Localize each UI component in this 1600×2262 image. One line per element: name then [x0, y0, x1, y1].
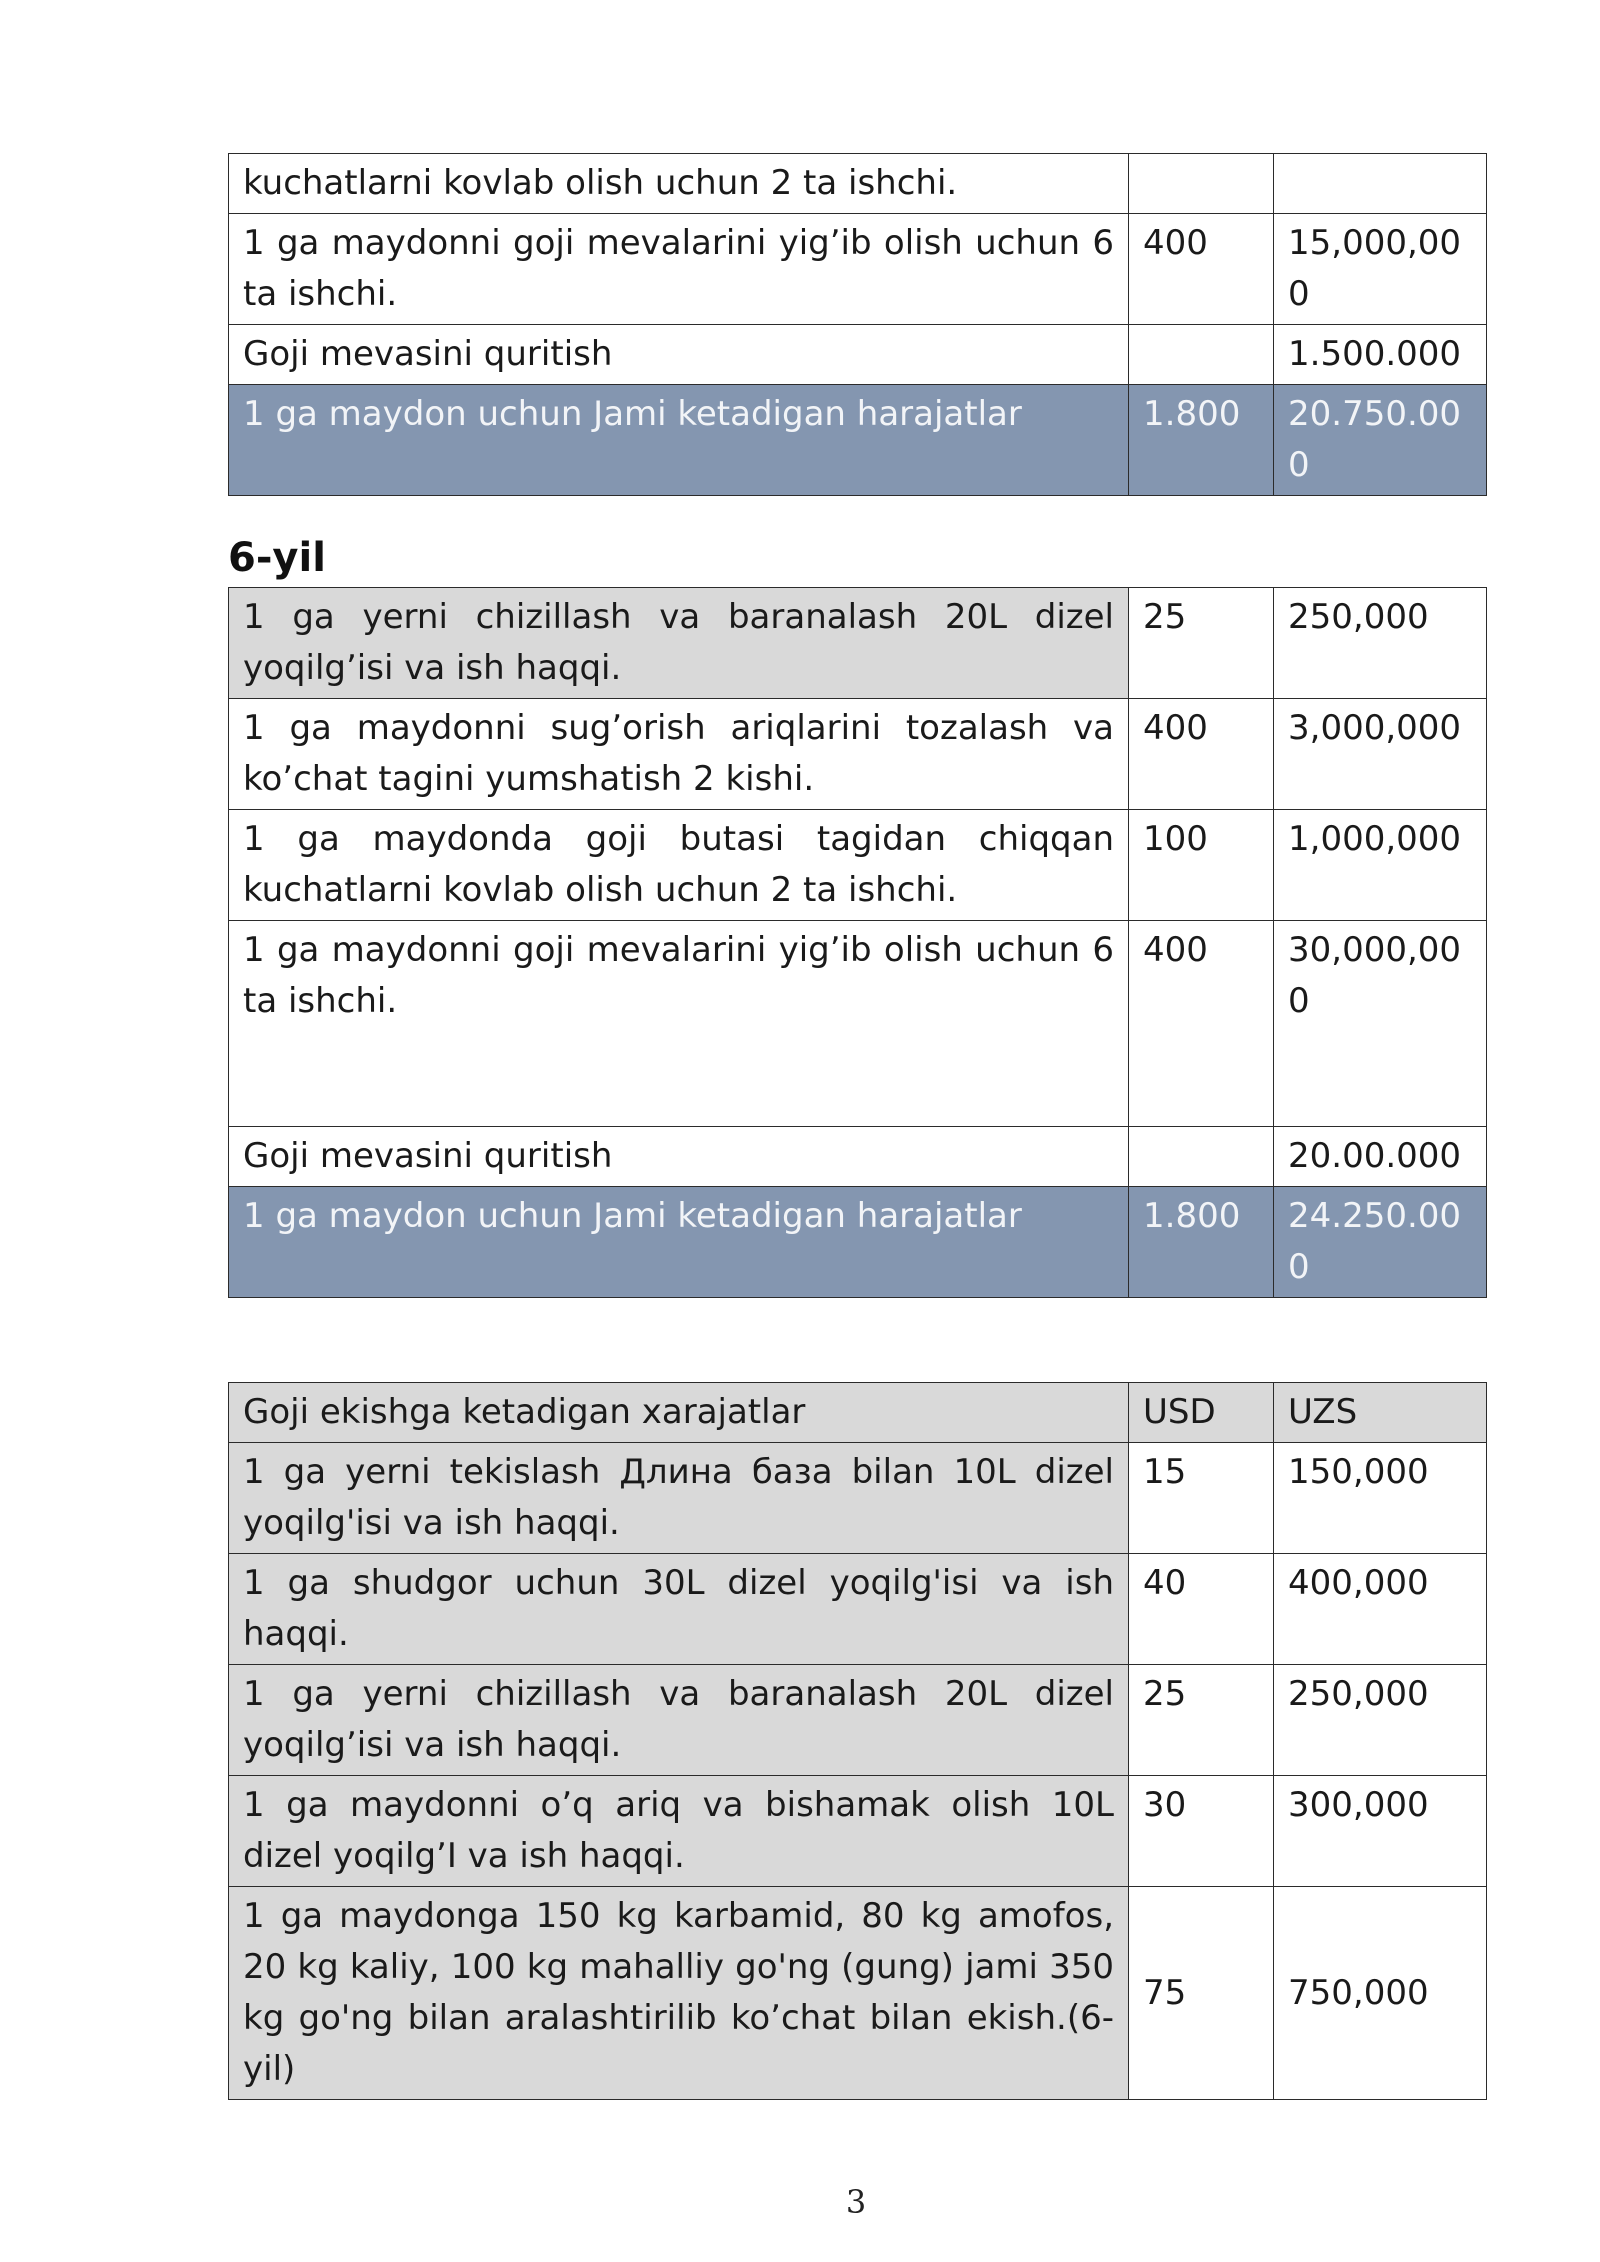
table-row — [229, 1665, 1487, 1776]
table-row — [229, 154, 1487, 214]
row-usd: 400 — [1129, 921, 1274, 1127]
page-number: 3 — [845, 2183, 867, 2221]
row-description: 1 ga maydonga 150 kg karbamid, 80 kg amofos, 20 kg kaliy, 100 kg mahalliy go'ng (gung) jami 350 kg go'ng bilan aralashtirilib ko’chat bilan ekish.(6-yil) — [229, 1887, 1129, 2100]
table-row — [229, 921, 1487, 1127]
row-description: Goji mevasini quritish — [229, 325, 1129, 385]
row-usd: 100 — [1129, 810, 1274, 921]
table-row — [229, 1776, 1487, 1887]
row-description: 1 ga shudgor uchun 30L dizel yoqilg'isi va ish haqqi. — [229, 1554, 1129, 1665]
row-usd: 25 — [1129, 1665, 1274, 1776]
row-uzs: 30,000,000 — [1274, 921, 1487, 1127]
row-uzs: 1.500.000 — [1274, 325, 1487, 385]
table-row — [229, 1127, 1487, 1187]
cost-table-continued — [228, 153, 1487, 496]
table-row — [229, 1554, 1487, 1665]
planting-costs-table — [228, 1382, 1487, 2100]
table-row — [229, 325, 1487, 385]
header-uzs: UZS — [1274, 1383, 1487, 1443]
row-usd: 400 — [1129, 214, 1274, 325]
row-usd: 75 — [1129, 1887, 1274, 2100]
row-uzs: 15,000,000 — [1274, 214, 1487, 325]
total-row — [229, 1187, 1487, 1298]
total-uzs: 20.750.000 — [1274, 385, 1487, 496]
row-description: kuchatlarni kovlab olish uchun 2 ta ishchi. — [229, 154, 1129, 214]
row-usd — [1129, 154, 1274, 214]
row-description: 1 ga yerni chizillash va baranalash 20L dizel yoqilg’isi va ish haqqi. — [229, 588, 1129, 699]
row-usd: 15 — [1129, 1443, 1274, 1554]
row-uzs: 150,000 — [1274, 1443, 1487, 1554]
row-uzs — [1274, 154, 1487, 214]
total-usd: 1.800 — [1129, 385, 1274, 496]
row-description: 1 ga maydonni goji mevalarini yig’ib olish uchun 6 ta ishchi. — [229, 921, 1129, 1127]
row-usd — [1129, 1127, 1274, 1187]
row-description: 1 ga yerni tekislash Длина база bilan 10L dizel yoqilg'isi va ish haqqi. — [229, 1443, 1129, 1554]
row-uzs: 3,000,000 — [1274, 699, 1487, 810]
table-row — [229, 214, 1487, 325]
total-label: 1 ga maydon uchun Jami ketadigan harajatlar — [229, 385, 1129, 496]
row-uzs: 400,000 — [1274, 1554, 1487, 1665]
table-row — [229, 1887, 1487, 2100]
row-usd — [1129, 325, 1274, 385]
row-description: 1 ga maydonda goji butasi tagidan chiqqan kuchatlarni kovlab olish uchun 2 ta ishchi. — [229, 810, 1129, 921]
header-description: Goji ekishga ketadigan xarajatlar — [229, 1383, 1129, 1443]
section-heading-6-yil: 6-yil — [228, 535, 326, 581]
cost-table-year-6 — [228, 587, 1487, 1298]
row-usd: 400 — [1129, 699, 1274, 810]
row-usd: 40 — [1129, 1554, 1274, 1665]
table-row — [229, 588, 1487, 699]
row-description: 1 ga maydonni o’q ariq va bishamak olish 10L dizel yoqilg’I va ish haqqi. — [229, 1776, 1129, 1887]
header-usd: USD — [1129, 1383, 1274, 1443]
table-header-row — [229, 1383, 1487, 1443]
row-uzs: 750,000 — [1274, 1887, 1487, 2100]
total-usd: 1.800 — [1129, 1187, 1274, 1298]
row-description: 1 ga maydonni goji mevalarini yig’ib olish uchun 6 ta ishchi. — [229, 214, 1129, 325]
row-uzs: 250,000 — [1274, 1665, 1487, 1776]
table-row — [229, 1443, 1487, 1554]
row-description: Goji mevasini quritish — [229, 1127, 1129, 1187]
total-uzs: 24.250.000 — [1274, 1187, 1487, 1298]
row-uzs: 1,000,000 — [1274, 810, 1487, 921]
row-uzs: 20.00.000 — [1274, 1127, 1487, 1187]
row-usd: 25 — [1129, 588, 1274, 699]
total-label: 1 ga maydon uchun Jami ketadigan harajatlar — [229, 1187, 1129, 1298]
total-row — [229, 385, 1487, 496]
table-row — [229, 810, 1487, 921]
row-description: 1 ga yerni chizillash va baranalash 20L dizel yoqilg’isi va ish haqqi. — [229, 1665, 1129, 1776]
row-uzs: 250,000 — [1274, 588, 1487, 699]
table-row — [229, 699, 1487, 810]
row-usd: 30 — [1129, 1776, 1274, 1887]
row-description: 1 ga maydonni sug’orish ariqlarini tozalash va ko’chat tagini yumshatish 2 kishi. — [229, 699, 1129, 810]
row-uzs: 300,000 — [1274, 1776, 1487, 1887]
